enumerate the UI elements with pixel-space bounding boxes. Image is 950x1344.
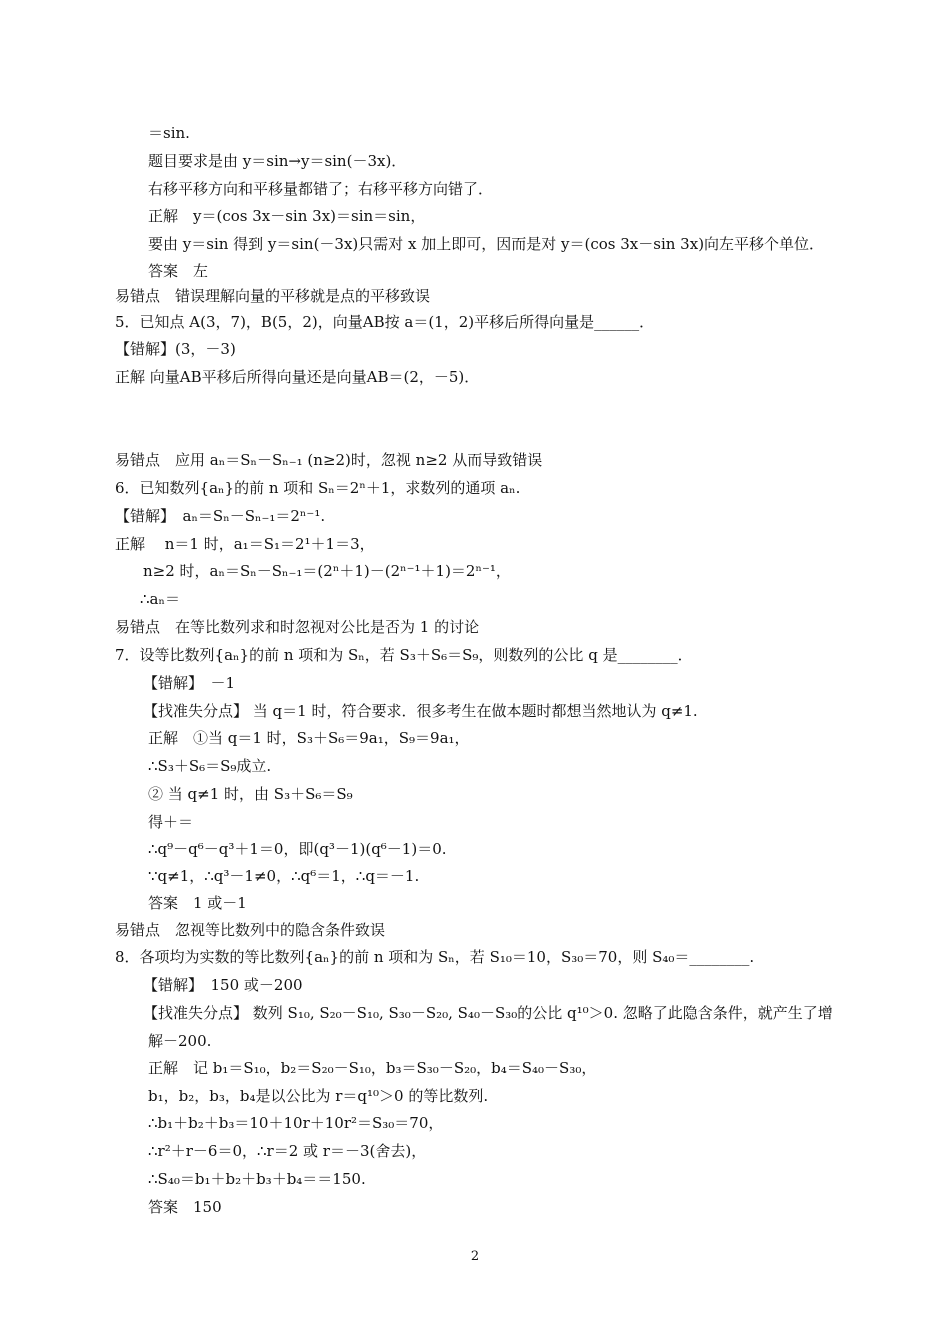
section-heading: 易错点 错误理解向量的平移就是点的平移致误: [115, 287, 431, 305]
text-line: ∴q⁹－q⁶－q³＋1＝0，即(q³－1)(q⁶－1)＝0.: [148, 840, 447, 858]
text-line: ∴S₄₀＝b₁＋b₂＋b₃＋b₄＝＝150.: [148, 1170, 366, 1188]
text-line: ∵q≠1，∴q³－1≠0，∴q⁶＝1，∴q＝－1.: [148, 867, 420, 885]
section-heading: 易错点 应用 aₙ＝Sₙ－Sₙ₋₁ (n≥2)时，忽视 n≥2 从而导致错误: [115, 451, 543, 469]
text-line: 题目要求是由 y＝sin→y＝sin(－3x)．: [148, 152, 407, 170]
question-text: 6．已知数列{aₙ}的前 n 项和 Sₙ＝2ⁿ＋1，求数列的通项 aₙ.: [115, 479, 521, 497]
text-line: 要由 y＝sin 得到 y＝sin(－3x)只需对 x 加上即可，因而是对 y＝(cos 3x－sin 3x)向左平移个单位．: [148, 235, 825, 253]
text-line: 正解 y＝(cos 3x－sin 3x)＝sin＝sin，: [148, 207, 426, 225]
text-line: ∴aₙ＝: [140, 590, 180, 608]
text-line: 解－200.: [148, 1032, 212, 1050]
wrong-solution: 【错解】 aₙ＝Sₙ－Sₙ₋₁＝2ⁿ⁻¹.: [115, 507, 326, 525]
correct-solution: 正解 ①当 q＝1 时，S₃＋S₆＝9a₁，S₉＝9a₁，: [148, 729, 470, 747]
text-line: ＝sin.: [148, 124, 190, 142]
correct-solution: 正解 n＝1 时，a₁＝S₁＝2¹＋1＝3，: [115, 535, 375, 553]
text-line: n≥2 时，aₙ＝Sₙ－Sₙ₋₁＝(2ⁿ＋1)－(2ⁿ⁻¹＋1)＝2ⁿ⁻¹，: [143, 562, 511, 580]
answer: 答案 150: [148, 1198, 222, 1216]
wrong-solution: 【错解】 150 或－200: [143, 976, 303, 994]
correct-solution: 正解 记 b₁＝S₁₀，b₂＝S₂₀－S₁₀，b₃＝S₃₀－S₂₀，b₄＝S₄₀－S₃₀，: [148, 1059, 597, 1077]
error-analysis: 【找准失分点】 数列 S₁₀, S₂₀－S₁₀, S₃₀－S₂₀, S₄₀－S₃₀的公比 q¹⁰＞0. 忽略了此隐含条件，就产生了增: [143, 1004, 833, 1022]
text-line: 右移平移方向和平移量都错了；右移平移方向错了．: [148, 180, 494, 198]
question-text: 8．各项均为实数的等比数列{aₙ}的前 n 项和为 Sₙ，若 S₁₀＝10，S₃₀＝70，则 S₄₀＝________.: [115, 948, 755, 966]
correct-solution: 正解 向量AB平移后所得向量还是向量AB＝(2，－5)．: [115, 368, 480, 386]
section-heading: 易错点 在等比数列求和时忽视对公比是否为 1 的讨论: [115, 618, 480, 636]
question-text: 5．已知点 A(3，7)，B(5，2)，向量AB按 a＝(1，2)平移后所得向量是______．: [115, 313, 655, 331]
page-number: 2: [470, 1249, 480, 1264]
wrong-solution: 【错解】 －1: [143, 674, 236, 692]
answer: 答案 1 或－1: [148, 894, 247, 912]
text-line: ∴b₁＋b₂＋b₃＝10＋10r＋10r²＝S₃₀＝70，: [148, 1114, 444, 1132]
text-line: ② 当 q≠1 时，由 S₃＋S₆＝S₉: [148, 785, 353, 803]
text-line: 得＋＝: [148, 813, 194, 831]
text-line: ∴S₃＋S₆＝S₉成立.: [148, 757, 272, 775]
text-line: b₁，b₂，b₃，b₄是以公比为 r＝q¹⁰＞0 的等比数列.: [148, 1087, 489, 1105]
section-heading: 易错点 忽视等比数列中的隐含条件致误: [115, 921, 386, 939]
wrong-solution: 【错解】(3，－3): [115, 340, 236, 358]
question-text: 7．设等比数列{aₙ}的前 n 项和为 Sₙ，若 S₃＋S₆＝S₉，则数列的公比 q 是________．: [115, 646, 693, 664]
text-line: ∴r²＋r－6＝0，∴r＝2 或 r＝－3(舍去)，: [148, 1142, 427, 1160]
error-analysis: 【找准失分点】 当 q＝1 时，符合要求．很多考生在做本题时都想当然地认为 q≠1.: [143, 702, 698, 720]
text-line: 答案 左: [148, 262, 209, 280]
